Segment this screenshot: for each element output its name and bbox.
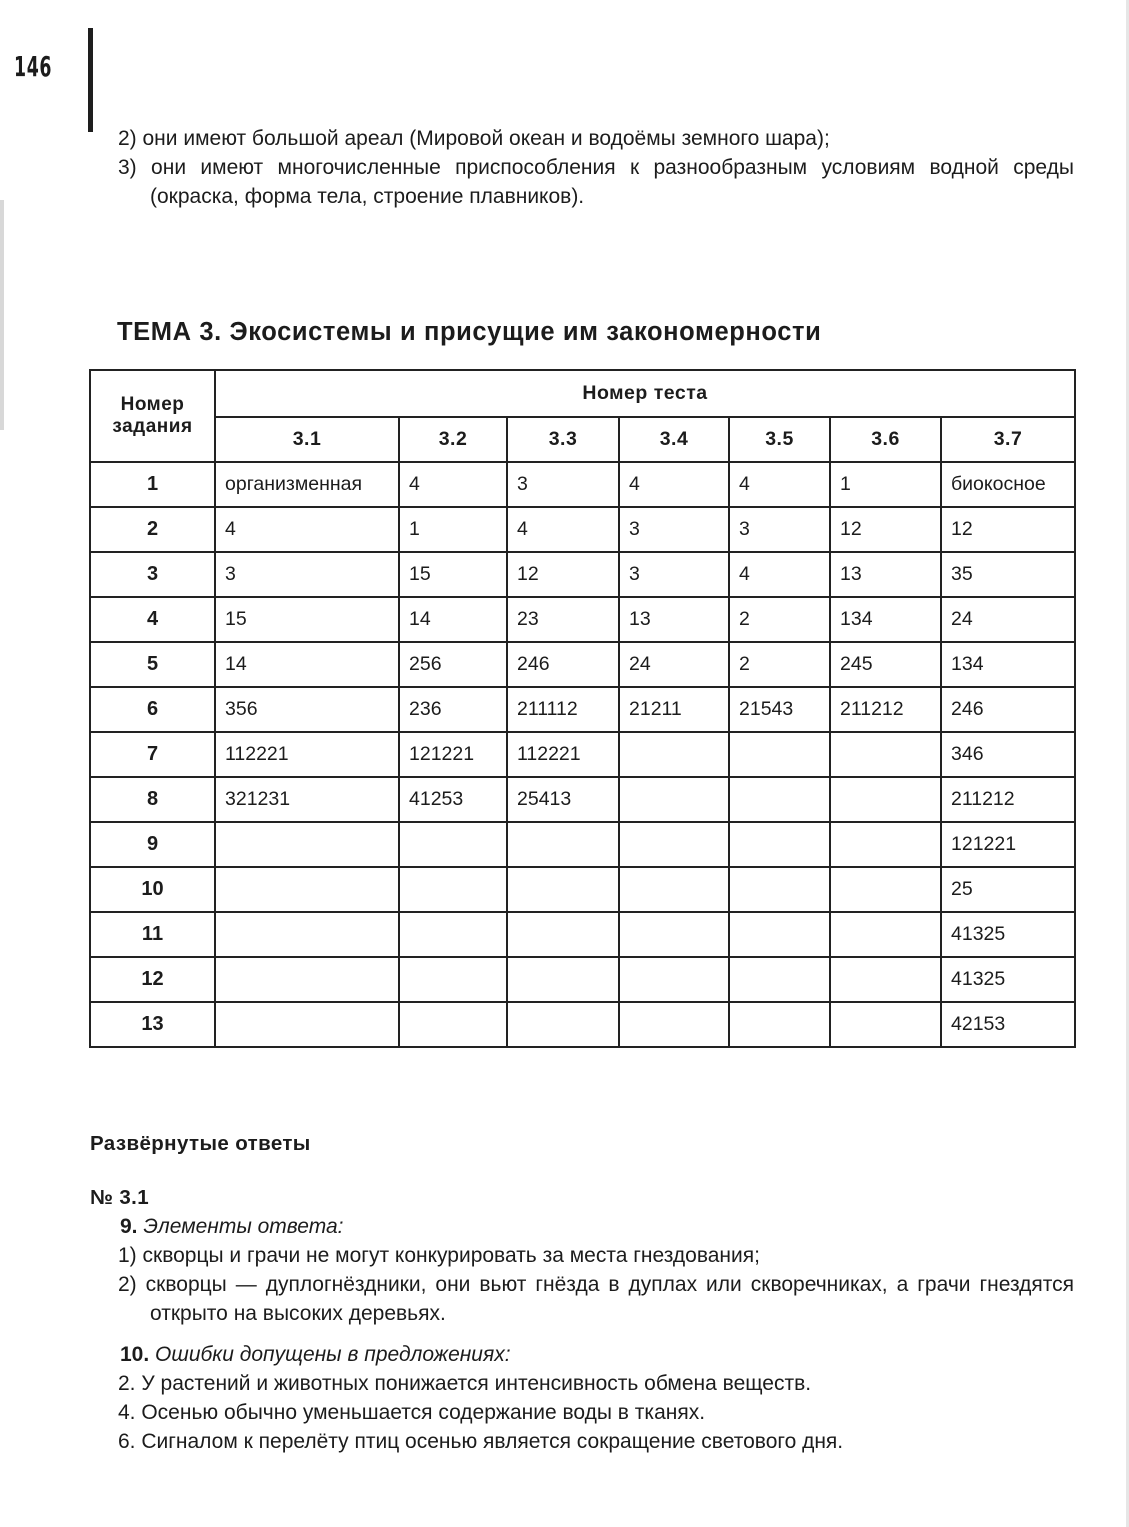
answer-cell: 12	[507, 552, 619, 597]
task-number-cell: 10	[90, 867, 215, 912]
answer-cell	[399, 867, 507, 912]
task-number-header: Номер задания	[90, 370, 215, 462]
test-column-header: 3.7	[941, 417, 1075, 462]
answer-cell	[619, 957, 729, 1002]
answer-cell: 4	[729, 462, 830, 507]
answer-cell: 23	[507, 597, 619, 642]
answer-cell: 121221	[941, 822, 1075, 867]
answer-cell: 3	[619, 507, 729, 552]
answer-cell: 41253	[399, 777, 507, 822]
scan-edge-shadow	[0, 200, 4, 430]
q9-heading-line	[118, 1212, 1074, 1241]
answer-cell: биокосное	[941, 462, 1075, 507]
q10-item: 2. У растений и животных понижается интенсивность обмена веществ.	[118, 1372, 812, 1395]
answer-cell	[619, 822, 729, 867]
answer-cell: 4	[399, 462, 507, 507]
q10-number: 10.	[120, 1343, 150, 1366]
answer-cell	[507, 912, 619, 957]
answer-cell	[619, 867, 729, 912]
answer-cell: 321231	[215, 777, 399, 822]
answer-cell: организменная	[215, 462, 399, 507]
answer-cell: 246	[941, 687, 1075, 732]
answer-cell: 15	[215, 597, 399, 642]
answer-cell	[830, 957, 941, 1002]
task-number-cell: 6	[90, 687, 215, 732]
answer-cell: 1	[399, 507, 507, 552]
answer-cell	[729, 957, 830, 1002]
answer-cell	[830, 912, 941, 957]
task-number-cell: 1	[90, 462, 215, 507]
answer-cell: 25413	[507, 777, 619, 822]
answer-cell: 21543	[729, 687, 830, 732]
answer-cell	[729, 912, 830, 957]
answer-cell: 13	[830, 552, 941, 597]
answer-cell	[619, 777, 729, 822]
answer-cell	[830, 1002, 941, 1047]
table-row	[90, 1002, 1075, 1047]
task-number-cell: 3	[90, 552, 215, 597]
answer-cell: 14	[215, 642, 399, 687]
page-number: 146	[14, 50, 53, 83]
table-row	[90, 732, 1075, 777]
answer-cell	[507, 957, 619, 1002]
answer-cell: 245	[830, 642, 941, 687]
task-number-cell: 7	[90, 732, 215, 777]
answer-cell: 12	[941, 507, 1075, 552]
answer-cell	[729, 822, 830, 867]
answer-cell: 346	[941, 732, 1075, 777]
task-number-cell: 2	[90, 507, 215, 552]
answer-cell: 356	[215, 687, 399, 732]
task-number-cell: 12	[90, 957, 215, 1002]
intro-item: 3) они имеют многочисленные приспособления к разнообразным условиям водной среды (окраска, форма тела, строение плавников).	[118, 156, 1074, 208]
answers-table	[89, 369, 1076, 1048]
answer-cell	[399, 822, 507, 867]
q9-block	[118, 1212, 1074, 1328]
answer-cell: 13	[619, 597, 729, 642]
table-row	[90, 957, 1075, 1002]
table-row	[90, 822, 1075, 867]
answer-cell: 211212	[941, 777, 1075, 822]
test-column-header: 3.4	[619, 417, 729, 462]
answer-cell	[830, 732, 941, 777]
table-row	[90, 552, 1075, 597]
theme-title: ТЕМА 3. Экосистемы и присущие им закономерности	[117, 318, 822, 346]
answer-cell	[215, 867, 399, 912]
answer-cell: 12	[830, 507, 941, 552]
expanded-answers-title: Развёрнутые ответы	[90, 1132, 311, 1155]
q10-block	[118, 1340, 1074, 1456]
table-row	[90, 912, 1075, 957]
answer-cell	[830, 822, 941, 867]
table-row	[90, 867, 1075, 912]
answer-cell	[399, 912, 507, 957]
answer-cell: 24	[619, 642, 729, 687]
answer-cell	[399, 957, 507, 1002]
task-label: № 3.1	[90, 1186, 150, 1209]
test-column-header: 3.2	[399, 417, 507, 462]
answer-cell: 1	[830, 462, 941, 507]
answer-cell: 112221	[507, 732, 619, 777]
answer-cell: 41325	[941, 957, 1075, 1002]
answer-cell: 121221	[399, 732, 507, 777]
answer-cell: 4	[215, 507, 399, 552]
answer-cell	[215, 1002, 399, 1047]
answer-cell	[507, 822, 619, 867]
answer-cell: 4	[507, 507, 619, 552]
answer-cell: 25	[941, 867, 1075, 912]
intro-list	[118, 124, 1074, 211]
answer-cell: 24	[941, 597, 1075, 642]
answer-cell	[215, 822, 399, 867]
task-number-cell: 11	[90, 912, 215, 957]
test-column-header: 3.3	[507, 417, 619, 462]
answer-cell: 3	[619, 552, 729, 597]
answer-cell: 2	[729, 642, 830, 687]
answer-cell: 211212	[830, 687, 941, 732]
task-number-cell: 5	[90, 642, 215, 687]
q10-item: 4. Осенью обычно уменьшается содержание воды в тканях.	[118, 1401, 706, 1424]
answer-cell: 14	[399, 597, 507, 642]
answer-cell: 134	[830, 597, 941, 642]
answer-cell	[507, 867, 619, 912]
q10-heading-line	[118, 1340, 1074, 1369]
answer-cell: 3	[729, 507, 830, 552]
test-column-header: 3.5	[729, 417, 830, 462]
answer-cell: 4	[619, 462, 729, 507]
answer-cell: 41325	[941, 912, 1075, 957]
q9-heading: Элементы ответа:	[143, 1215, 344, 1238]
test-column-header: 3.1	[215, 417, 399, 462]
q9-item: 2) скворцы — дуплогнёздники, они вьют гнёзда в дуплах или скворечниках, а грачи гнездятся открыто на высоких деревьях.	[118, 1273, 1074, 1325]
answer-cell: 15	[399, 552, 507, 597]
table-row	[90, 642, 1075, 687]
task-number-cell: 8	[90, 777, 215, 822]
answer-cell: 211112	[507, 687, 619, 732]
table-row	[90, 597, 1075, 642]
answer-cell	[830, 867, 941, 912]
answer-cell	[619, 1002, 729, 1047]
answer-cell: 112221	[215, 732, 399, 777]
task-number-cell: 13	[90, 1002, 215, 1047]
table-row	[90, 777, 1075, 822]
answer-cell	[619, 732, 729, 777]
answer-cell: 21211	[619, 687, 729, 732]
task-number-cell: 9	[90, 822, 215, 867]
answer-cell	[729, 777, 830, 822]
answer-cell: 236	[399, 687, 507, 732]
answer-cell	[619, 912, 729, 957]
answer-cell	[399, 1002, 507, 1047]
answer-cell	[215, 957, 399, 1002]
answer-cell: 3	[215, 552, 399, 597]
answer-cell	[729, 1002, 830, 1047]
answer-cell: 246	[507, 642, 619, 687]
table-row	[90, 462, 1075, 507]
answer-cell	[729, 732, 830, 777]
table-row	[90, 687, 1075, 732]
answer-cell	[830, 777, 941, 822]
intro-item: 2) они имеют большой ареал (Мировой океан и водоёмы земного шара);	[118, 127, 830, 150]
answer-cell: 35	[941, 552, 1075, 597]
q10-heading: Ошибки допущены в предложениях:	[155, 1343, 511, 1366]
answer-cell: 3	[507, 462, 619, 507]
answer-cell	[507, 1002, 619, 1047]
answer-cell: 42153	[941, 1002, 1075, 1047]
test-column-header: 3.6	[830, 417, 941, 462]
answer-cell: 256	[399, 642, 507, 687]
test-number-header: Номер теста	[215, 370, 1075, 417]
table-row	[90, 507, 1075, 552]
q9-number: 9.	[120, 1215, 138, 1238]
answer-cell	[215, 912, 399, 957]
task-number-cell: 4	[90, 597, 215, 642]
answer-cell: 134	[941, 642, 1075, 687]
answer-cell: 2	[729, 597, 830, 642]
q9-item: 1) скворцы и грачи не могут конкурировать за места гнездования;	[118, 1244, 760, 1267]
margin-rule	[88, 28, 93, 132]
answers-table-body	[90, 462, 1075, 1047]
q10-item: 6. Сигналом к перелёту птиц осенью является сокращение светового дня.	[118, 1430, 844, 1453]
answer-cell: 4	[729, 552, 830, 597]
answer-cell	[729, 867, 830, 912]
